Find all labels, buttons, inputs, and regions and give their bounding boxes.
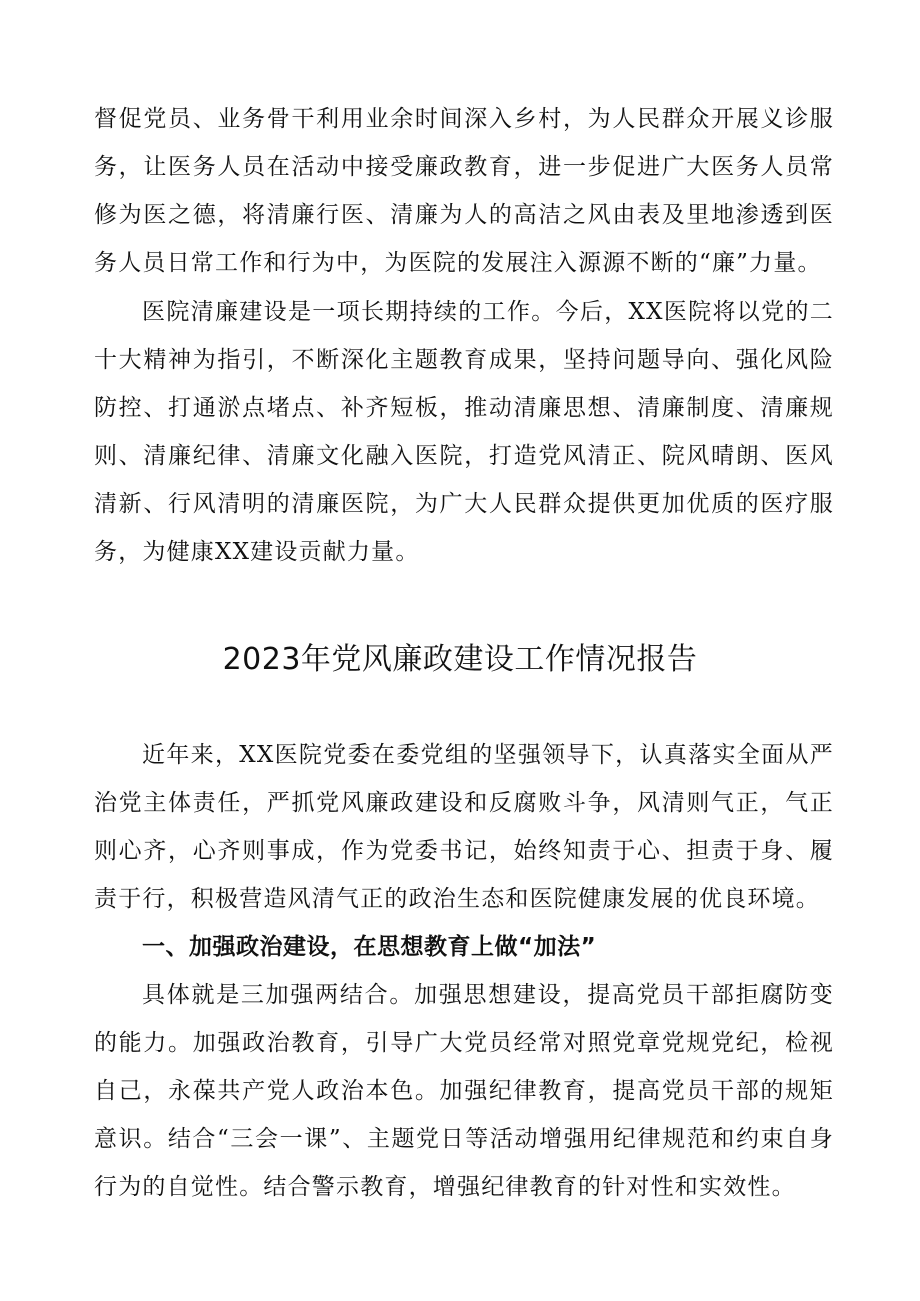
paragraph-intro: 近年来，XX医院党委在委党组的坚强领导下，认真落实全面从严治党主体责任，严抓党风廉政建设和反腐败斗争，风清则气正，气正则心齐，心齐则事成，作为党委书记，始终知责于心、担责于身、履责于行，积极营造风清气正的政治生态和医院健康发展的优良环境。	[94, 742, 834, 912]
paragraph-continuation: 督促党员、业务骨干利用业余时间深入乡村，为人民群众开展义诊服务，让医务人员在活动中接受廉政教育，进一步促进广大医务人员常修为医之德，将清廉行医、清廉为人的高洁之风由表及里地渗透到医务人员日常工作和行为中，为医院的发展注入源源不断的“廉”力量。	[94, 106, 834, 276]
paragraph-outlook: 医院清廉建设是一项长期持续的工作。今后，XX医院将以党的二十大精神为指引，不断深化主题教育成果，坚持问题导向、强化风险防控、打通淤点堵点、补齐短板，推动清廉思想、清廉制度、清廉规则、清廉纪律、清廉文化融入医院，打造党风清正、院风晴朗、医风清新、行风清明的清廉医院，为广大人民群众提供更加优质的医疗服务，为健康XX建设贡献力量。	[94, 299, 834, 565]
paragraph-section-body: 具体就是三加强两结合。加强思想建设，提高党员干部拒腐防变的能力。加强政治教育，引导广大党员经常对照党章党规党纪，检视自己，永葆共产党人政治本色。加强纪律教育，提高党员干部的规矩意识。结合“三会一课”、主题党日等活动增强用纪律规范和约束自身行为的自觉性。结合警示教育，增强纪律教育的针对性和实效性。	[94, 982, 834, 1200]
report-title: 2023年党风廉政建设工作情况报告	[222, 642, 698, 677]
section-heading: 一、加强政治建设，在思想教育上做“加法”	[142, 934, 597, 960]
